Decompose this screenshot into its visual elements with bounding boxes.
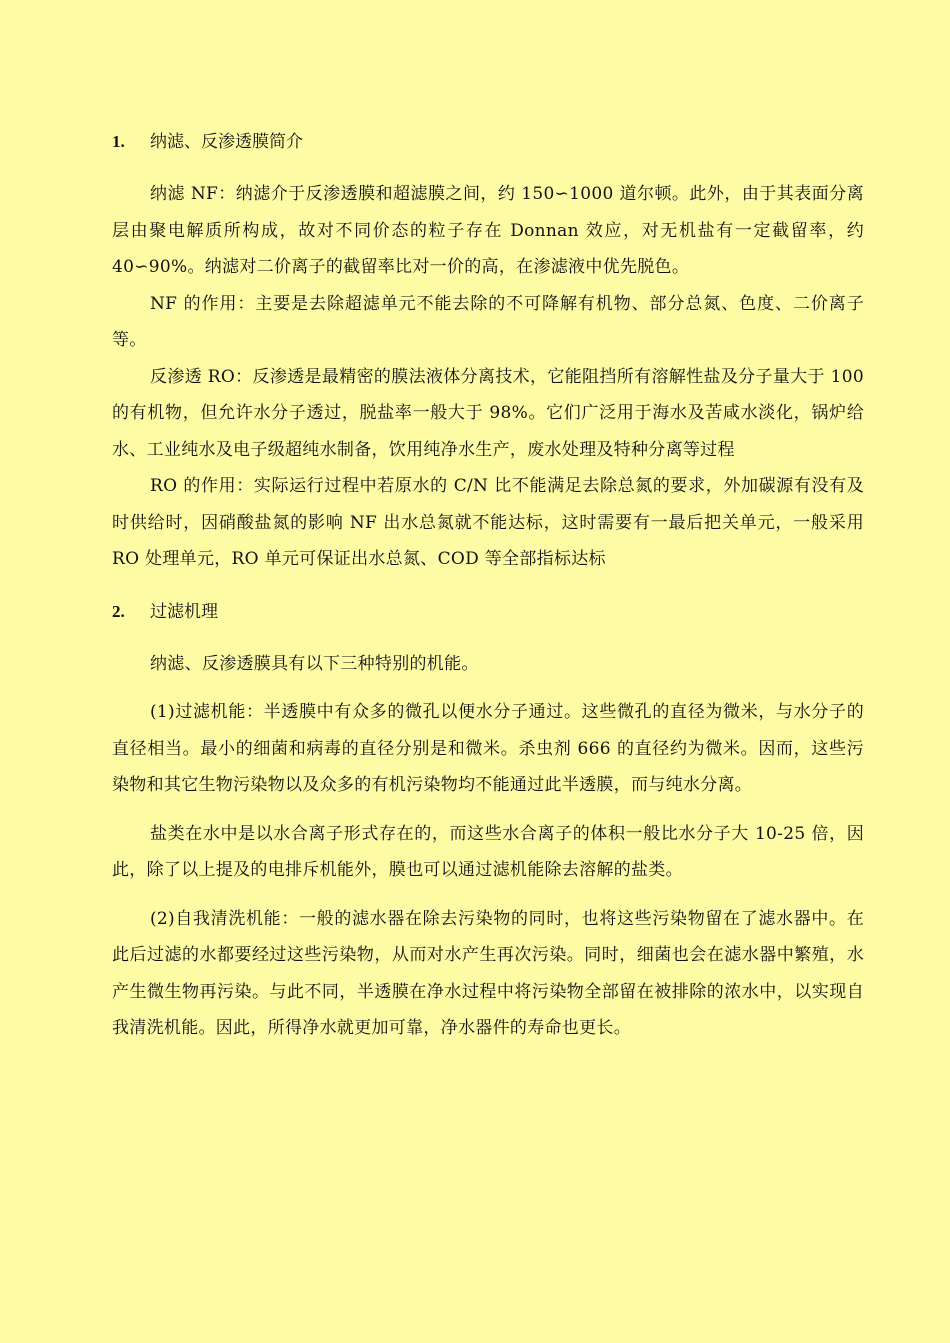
section-2-heading xyxy=(112,598,864,626)
paragraph-ro-role: RO 的作用：实际运行过程中若原水的 C/N 比不能满足去除总氮的要求，外加碳源有没有及时供给时，因硝酸盐氮的影响 NF 出水总氮就不能达标，这时需要有一最后把关单元，一般采用 RO 处理单元，RO 单元可保证出水总氮、COD 等全部指标达标 xyxy=(112,476,864,569)
paragraph-self-cleaning-function: (2)自我清洗机能：一般的滤水器在除去污染物的同时，也将这些污染物留在了滤水器中。在此后过滤的水都要经过这些污染物，从而对水产生再次污染。同时，细菌也会在滤水器中繁殖，水产生微生物再污染。与此不同，半透膜在净水过程中将污染物全部留在被排除的浓水中，以实现自我清洗机能。因此，所得净水就更加可靠，净水器件的寿命也更长。 xyxy=(112,908,864,1038)
section-2-number: 2. xyxy=(112,601,125,621)
section-1-title: 纳滤、反渗透膜简介 xyxy=(150,132,303,152)
section-2-title: 过滤机理 xyxy=(150,601,218,622)
paragraph-nf-role: NF 的作用：主要是去除超滤单元不能去除的不可降解有机物、部分总氮、色度、二价离子等。 xyxy=(112,293,864,350)
paragraph-mechanism-intro: 纳滤、反渗透膜具有以下三种特别的机能。 xyxy=(150,653,479,674)
paragraph-filtration-function: (1)过滤机能：半透膜中有众多的微孔以便水分子通过。这些微孔的直径为微米，与水分子的直径相当。最小的细菌和病毒的直径分别是和微米。杀虫剂 666 的直径约为微米。因而，这些污染物和其它生物污染物以及众多的有机污染物均不能通过此半透膜，而与纯水分离。 xyxy=(112,702,864,795)
paragraph-ro-intro: 反渗透 RO：反渗透是最精密的膜法液体分离技术，它能阻挡所有溶解性盐及分子量大于 100 的有机物，但允许水分子透过，脱盐率一般大于 98%。它们广泛用于海水及苦咸水淡化，锅炉给水、工业纯水及电子级超纯水制备，饮用纯净水生产，废水处理及特种分离等过程 xyxy=(112,366,864,460)
section-1-heading xyxy=(112,128,864,156)
section-1-number: 1. xyxy=(112,132,125,151)
paragraph-salt-removal: 盐类在水中是以水合离子形式存在的，而这些水合离子的体积一般比水分子大 10-25 倍，因此，除了以上提及的电排斥机能外，膜也可以通过滤机能除去溶解的盐类。 xyxy=(112,823,864,880)
paragraph-nf-intro: 纳滤 NF：纳滤介于反渗透膜和超滤膜之间，约 150∽1000 道尔顿。此外，由于其表面分离层由聚电解质所构成，故对不同价态的粒子存在 Donnan 效应，对无机盐有一定截留率，约 40∽90%。纳滤对二价离子的截留率比对一价的高，在渗滤液中优先脱色。 xyxy=(112,184,864,277)
document-page xyxy=(112,128,864,1047)
